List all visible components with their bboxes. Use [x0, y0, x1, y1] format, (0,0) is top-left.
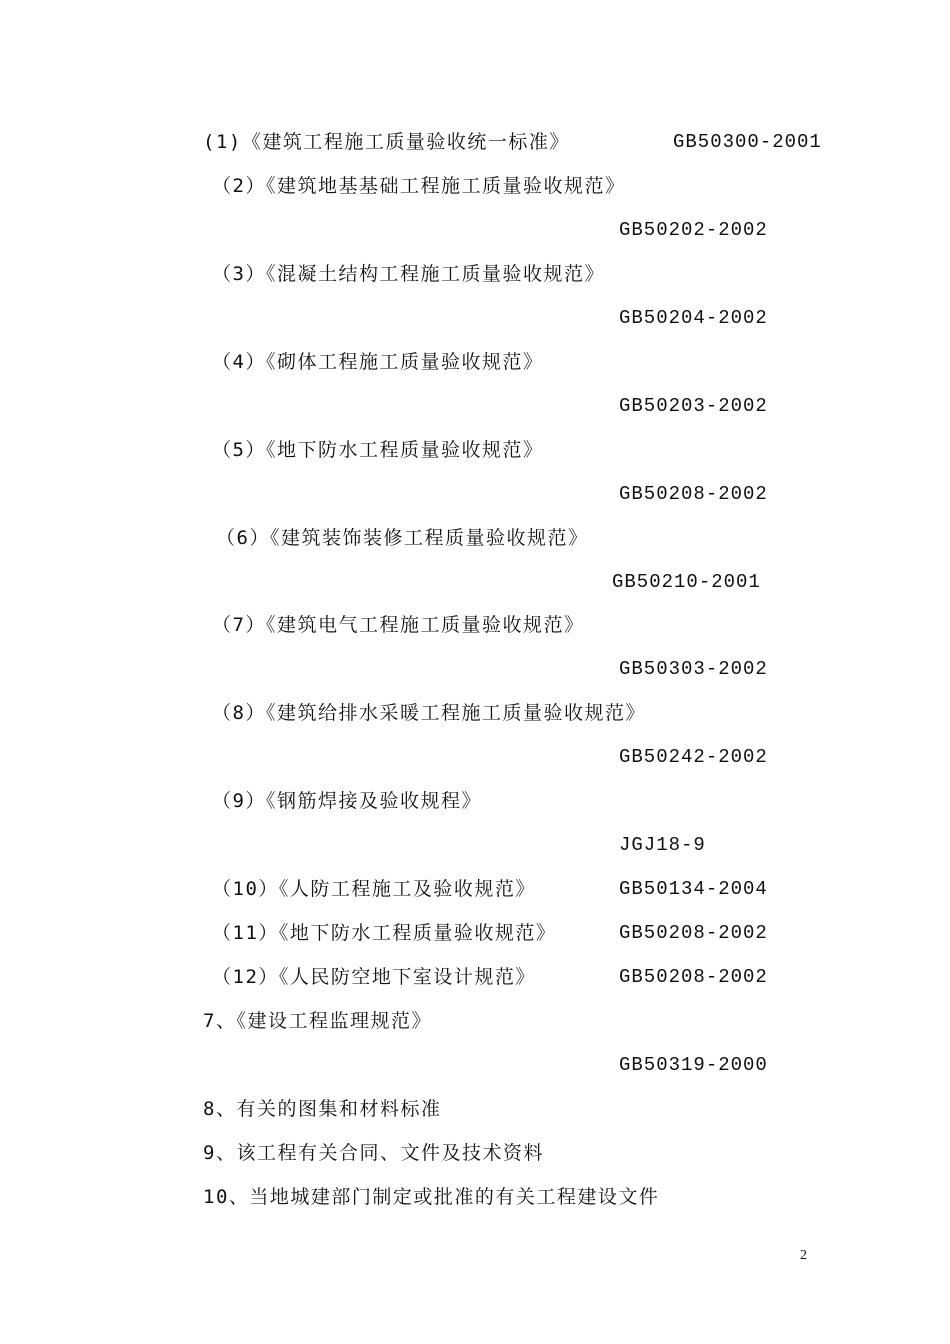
standard-code-9: JGJ18-9: [619, 834, 706, 856]
standard-code-6: GB50210-2001: [612, 571, 761, 593]
standard-title-7: （7）《建筑电气工程施工质量验收规范》: [212, 614, 585, 636]
standard-code-10: GB50134-2004: [619, 878, 768, 900]
standard-title-11: （11）《地下防水工程质量验收规范》: [212, 922, 557, 944]
standard-code-2: GB50202-2002: [619, 219, 768, 241]
standard-title-5: （5）《地下防水工程质量验收规范》: [212, 439, 544, 461]
standard-code-8: GB50242-2002: [619, 746, 768, 768]
item-9: 9、该工程有关合同、文件及技术资料: [203, 1142, 544, 1164]
standard-title-8: （8）《建筑给排水采暖工程施工质量验收规范》: [212, 702, 646, 724]
item-7-title: 7、《建设工程监理规范》: [203, 1010, 432, 1032]
standard-title-2: （2）《建筑地基基础工程施工质量验收规范》: [212, 175, 626, 197]
standard-title-12: （12）《人民防空地下室设计规范》: [212, 966, 536, 988]
standard-title-1: (1)《建筑工程施工质量验收统一标准》: [203, 131, 570, 153]
standard-title-3: （3）《混凝土结构工程施工质量验收规范》: [212, 263, 605, 285]
standard-code-5: GB50208-2002: [619, 483, 768, 505]
standard-title-4: （4）《砌体工程施工质量验收规范》: [212, 351, 544, 373]
standard-code-1: GB50300-2001: [673, 131, 822, 153]
standard-code-12: GB50208-2002: [619, 966, 768, 988]
standard-title-9: （9）《钢筋焊接及验收规程》: [212, 790, 482, 812]
standard-code-11: GB50208-2002: [619, 922, 768, 944]
page-number: 2: [800, 1248, 807, 1263]
standard-code-4: GB50203-2002: [619, 395, 768, 417]
standard-title-10: （10）《人防工程施工及验收规范》: [212, 878, 536, 900]
item-8: 8、有关的图集和材料标准: [203, 1098, 442, 1120]
item-7-code: GB50319-2000: [619, 1054, 768, 1076]
standard-code-7: GB50303-2002: [619, 658, 768, 680]
item-10: 10、当地城建部门制定或批准的有关工程建设文件: [203, 1186, 660, 1208]
standard-title-6: （6）《建筑装饰装修工程质量验收规范》: [216, 527, 589, 549]
standard-code-3: GB50204-2002: [619, 307, 768, 329]
